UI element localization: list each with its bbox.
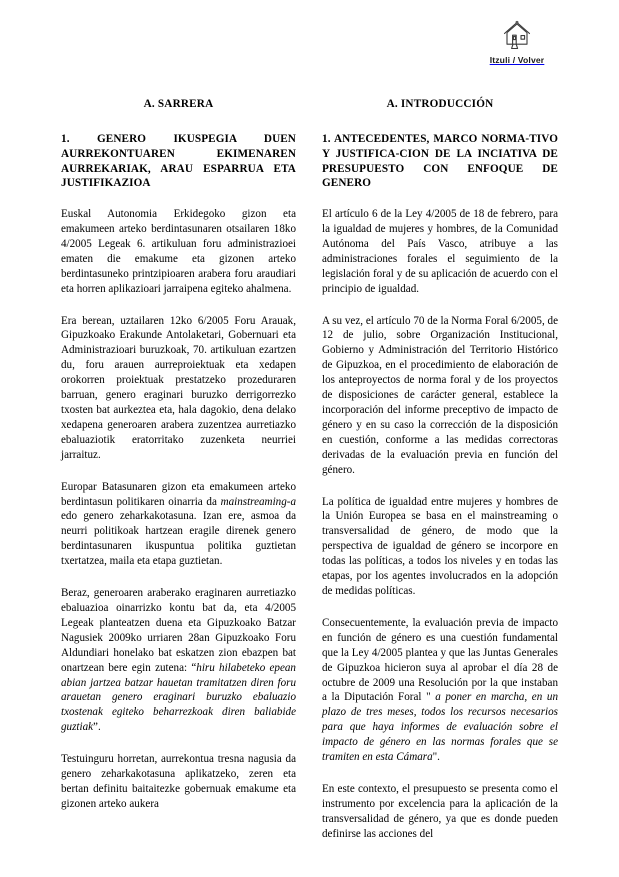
left-p3-pre: Europar Batasunaren gizon eta emakumeen arteko berdintasun politikaren oinarria da bbox=[61, 480, 296, 508]
left-p4-post: ”. bbox=[93, 721, 101, 734]
right-paragraph-2: A su vez, el artículo 70 de la Norma Foral 6/2005, de 12 de julio, sobre Organización Institucional, Gobierno y Administración del Territorio Histórico de Gipuzkoa, en el procedimiento de elaboración de los anteproyectos de norma foral y de los proyectos de disposiciones de carácter general, establece la incorporación del informe preceptivo de impacto de género y en su caso la corrección de la disposición en cuestión, conforme a las medidas correctoras derivadas de la evaluación previa en función del género. bbox=[322, 314, 558, 476]
home-back-link[interactable] bbox=[469, 18, 565, 65]
left-p4-italic-quote: hiru hilabeteko epean abian jartzea batzar hauetan tramitatzen diren foru arauetan genero eraginari buruzko ebaluazio txostenak egiteko beharrezkoak diren baliabide guztiak bbox=[61, 661, 296, 734]
home-back-label: Itzuli / Volver bbox=[489, 55, 545, 65]
left-p4-pre: Beraz, generoaren araberako eraginaren aurretiazko ebaluazioa oinarrizko kontu bat da, eta 4/2005 Legeak planteatzen duena eta Gipuzkoako Batzar Nagusiek 2009ko urriaren 28an Gipuzkoako Foru Aldundiari honelako bat eskatzen zion ebazpen bat onartzean bere egin zutena: “ bbox=[61, 587, 296, 674]
right-p4-post: ". bbox=[432, 751, 440, 764]
house-icon[interactable] bbox=[469, 18, 565, 54]
left-paragraph-1: Euskal Autonomia Erkidegoko gizon eta emakumeen arteko berdintasunaren otsailaren 18ko 4/2005 Legeak 6. artikuluan foru administrazioei ematen die emakume eta gizonen arteko berdintasuneko printzipioaren arabera foru araudiari eta horren aplikazioari jarraipena egiteko ahalmena. bbox=[61, 208, 296, 295]
left-paragraph-2: Era berean, uztailaren 12ko 6/2005 Foru Arauak, Gipuzkoako Erakunde Antolaketari, Gobernuari eta Administrazioari buruzkoak, 70. artikuluan ezartzen du, foru arauen aurreproiektuak eta xedapen orokorren proiektuak prestatzeko prozeduraren barruan, genero eraginari buruzko derrigorrezko txosten bat aurkeztea eta, hala dagokio, dena delako xedapena generoaren arabera zuzentzea aurretiazko ebaluaziotik eratorritako zuzenketa neurriei jarraituz. bbox=[61, 314, 296, 461]
left-p3-post: edo genero zeharkakotasuna. Izan ere, asmoa da neurri politikoak hartzean eragile direnek genero berdintasunaren ikuspuntua politika guztietan txertatzea, maila eta etapa guztietan. bbox=[61, 510, 296, 568]
column-basque bbox=[61, 98, 296, 842]
left-paragraph-quote bbox=[61, 586, 296, 735]
left-block-heading: 1. GENERO IKUSPEGIA DUEN AURREKONTUAREN EKIMENAREN AURREKARIAK, ARAU ESPARRUA ETA JUSTIFIKAZIOA bbox=[61, 133, 296, 190]
right-block-heading: 1. ANTECEDENTES, MARCO NORMA-TIVO Y JUSTIFICA-CION DE LA INCIATIVA DE PRESUPUESTO CON ENFOQUE DE GENERO bbox=[322, 133, 558, 190]
right-paragraph-quote bbox=[322, 616, 558, 765]
column-spanish bbox=[322, 98, 558, 842]
right-p4-pre: Consecuentemente, la evaluación previa de impacto en función de género es una cuestión fundamental que la Ley 4/2005 plantea y que las Juntas Generales de Gipuzkoa hicieron suya al aprobar el día 28 de octubre de 2009 una Resolución por la que instaban a la Diputación Foral " bbox=[322, 616, 558, 704]
right-p4-italic-quote: a poner en marcha, en un plazo de tres meses, todos los recursos necesarios para que haya informes de evaluación sobre el impacto de género en las normas forales que se tramiten en esta Cámara bbox=[322, 691, 558, 764]
left-paragraph-mainstreaming bbox=[61, 480, 296, 569]
left-section-title: A. SARRERA bbox=[143, 98, 214, 110]
right-section-title: A. INTRODUCCIÓN bbox=[386, 98, 494, 110]
two-column-body bbox=[61, 98, 558, 842]
right-paragraph-1: El artículo 6 de la Ley 4/2005 de 18 de febrero, para la igualdad de mujeres y hombres, de la Comunidad Autónoma del País Vasco, atribuye a las administraciones forales el seguimiento de la legislación foral y de su aplicación de acuerdo con el principio de igualdad. bbox=[322, 208, 558, 295]
right-paragraph-3: La política de igualdad entre mujeres y hombres de la Unión Europea se basa en el mainstreaming o transversalidad de género, de modo que la perspectiva de igualdad de género se incorpore en todas las políticas, a todos los niveles y en todas las etapas, por los agentes involucrados en la adopción de medidas políticas. bbox=[322, 495, 558, 597]
left-p3-italic: mainstreaming-a bbox=[220, 495, 296, 508]
left-paragraph-last: Testuinguru horretan, aurrekontua tresna nagusia da genero zeharkakotasuna aplikatzeko, zeren eta bertan definitu baitaitezke gobernuak emakume eta gizonen arteko aukera bbox=[61, 753, 296, 810]
right-paragraph-last: En este contexto, el presupuesto se presenta como el instrumento por excelencia para la aplicación de la transversalidad de género, ya que es donde pueden definirse las acciones del bbox=[322, 782, 558, 840]
